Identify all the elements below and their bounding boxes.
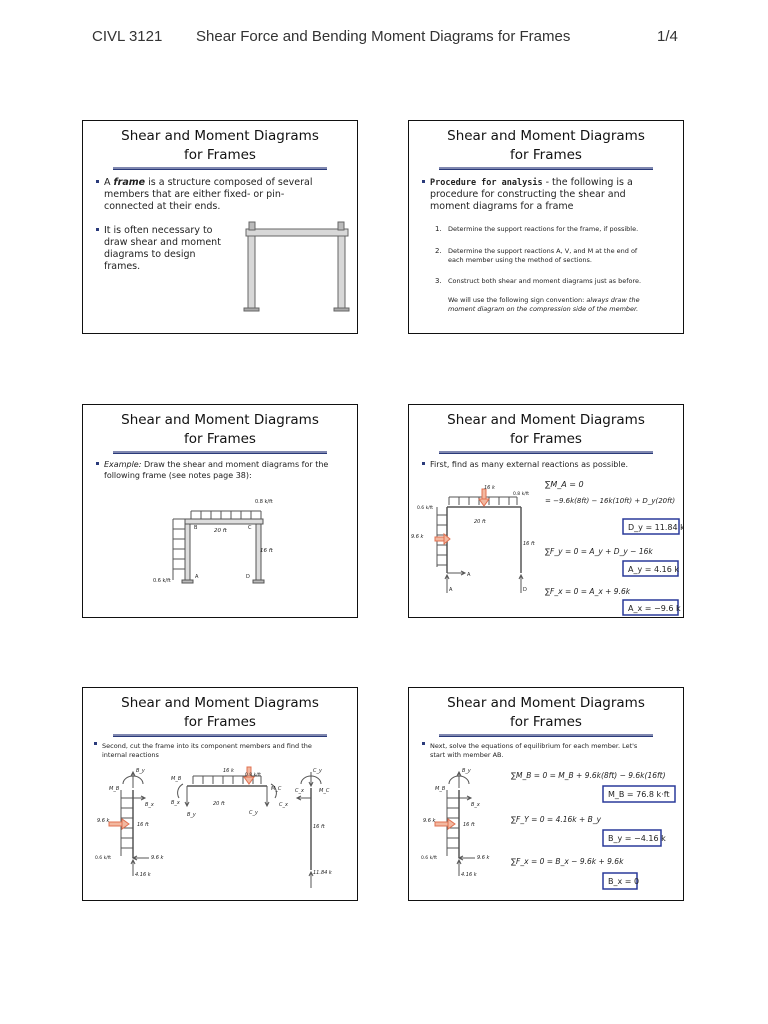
step-1: Determine the support reactions for the frame, if possible.	[448, 225, 639, 233]
ab-ax: 9.6 k	[477, 855, 490, 861]
vertical-force-equation: ∑F_y = 0 = A_y + D_y − 16k	[545, 547, 653, 556]
load-arrow-ab	[109, 822, 122, 826]
bullet-marker	[422, 462, 425, 465]
node-c: C	[248, 525, 252, 531]
height-label: 16 ft	[523, 541, 535, 547]
ab-side-load: 0.6 k/ft	[421, 856, 437, 861]
bullet-marker	[96, 228, 99, 231]
ab-height: 16 ft	[137, 822, 149, 828]
ab-bx: B_x	[471, 802, 480, 808]
span-label: 20 ft	[474, 519, 486, 525]
page-heading: Shear Force and Bending Moment Diagrams for Frames	[196, 28, 571, 45]
slide-title: Shear and Moment Diagrams for Frames	[447, 412, 645, 447]
slide-4	[408, 404, 684, 618]
result-ax: A_x = −9.6 k	[628, 604, 681, 613]
ab-by: B_y	[462, 768, 471, 774]
slide-title: Shear and Moment Diagrams for Frames	[447, 695, 645, 730]
ab-ay: 4.16 k	[135, 872, 151, 878]
moment-equation-ab: ∑M_B = 0 = M_B + 9.6k(8ft) − 9.6k(16ft)	[511, 771, 666, 780]
cd-dy: 11.84 k	[313, 870, 332, 876]
top-load-label: 0.8 k/ft	[513, 492, 529, 497]
sign-convention-line-2: moment diagram on the compression side of the member.	[448, 305, 639, 313]
ab-load: 9.6 k	[423, 818, 436, 824]
bc-cx: C_x	[279, 802, 288, 808]
slide-3-content	[83, 405, 358, 618]
top-load-label: 0.8 k/ft	[255, 499, 273, 505]
example-frame-diagram	[173, 511, 264, 583]
bc-span: 20 ft	[213, 801, 225, 807]
example-line-1: Example: Draw the shear and moment diagrams for the	[104, 460, 329, 469]
moment-equation: ∑M_A = 0	[545, 480, 584, 489]
step-2-line-2: each member using the method of sections.	[448, 256, 592, 264]
point-load-16k: 16 k	[484, 485, 495, 491]
cd-cy: C_y	[313, 768, 322, 774]
reactions-intro: First, find as many external reactions as possible.	[430, 460, 629, 469]
bullet-marker	[96, 462, 99, 465]
span-label: 20 ft	[214, 528, 227, 534]
ab-height: 16 ft	[463, 822, 475, 828]
vertical-force-equation-ab: ∑F_Y = 0 = 4.16k + B_y	[511, 815, 602, 824]
result-mb: M_B = 76.8 k·ft	[608, 790, 670, 799]
cd-mc: M_C	[319, 788, 330, 794]
bc-by: B_y	[187, 812, 196, 818]
ab-ax: 9.6 k	[151, 855, 164, 861]
height-label: 16 ft	[260, 548, 273, 554]
cd-height: 16 ft	[313, 824, 325, 830]
ab-mb: M_B	[109, 786, 120, 792]
point-load-9.6k: 9.6 k	[411, 534, 424, 540]
bc-load: 0.8 k/ft	[245, 773, 261, 778]
ab-load: 9.6 k	[97, 818, 110, 824]
bullet-marker	[94, 742, 97, 745]
slide-2	[408, 120, 684, 334]
design-note-line-2: draw shear and moment	[104, 237, 221, 248]
result-bx: B_x = 0	[608, 877, 640, 886]
moment-equation-expansion: = −9.6k(8ft) − 16k(10ft) + D_y(20ft)	[545, 497, 676, 505]
ab-mb: M_B	[435, 786, 446, 792]
node-b: B	[194, 525, 198, 531]
bc-p16: 16 k	[223, 768, 234, 774]
slide-title: Shear and Moment Diagrams for Frames	[121, 695, 319, 730]
step-number-1: 1.	[435, 225, 442, 233]
ab-by: B_y	[136, 768, 145, 774]
step-number-2: 2.	[435, 247, 442, 255]
node-d: D	[246, 574, 250, 580]
design-note-line-1: It is often necessary to	[104, 225, 213, 236]
slide-2-content	[409, 121, 684, 334]
equilibrium-intro-line-2: start with member AB.	[430, 751, 504, 759]
slide-5	[82, 687, 358, 901]
equilibrium-intro-line-1: Next, solve the equations of equilibrium for each member. Let's	[430, 742, 638, 750]
bc-cy: C_y	[249, 810, 258, 816]
design-note-line-4: frames.	[104, 261, 141, 272]
result-dy: D_y = 11.84 k	[628, 523, 685, 532]
horizontal-force-equation: ∑F_x = 0 = A_x + 9.6k	[545, 587, 631, 596]
slide-6-content	[409, 688, 684, 901]
frame-definition-line-2: members that are either fixed- or pin-	[104, 189, 285, 200]
ab-ay: 4.16 k	[461, 872, 477, 878]
page-number: 1/4	[657, 28, 678, 45]
ab-bx: B_x	[145, 802, 154, 808]
slide-title: Shear and Moment Diagrams for Frames	[121, 128, 319, 163]
side-load-label: 0.6 k/ft	[417, 506, 433, 511]
slide-6	[408, 687, 684, 901]
load-arrow-ab	[435, 822, 448, 826]
step-2-line-1: Determine the support reactions A, V, and M at the end of	[448, 247, 638, 255]
step-3: Construct both shear and moment diagrams just as before.	[448, 277, 642, 285]
result-by: B_y = −4.16 k	[608, 834, 666, 843]
procedure-intro-line-1: Procedure for analysis - the following is a	[430, 177, 633, 188]
procedure-intro-line-2: procedure for constructing the shear and	[430, 189, 626, 200]
bc-bx: B_x	[171, 800, 180, 806]
cut-intro-line-1: Second, cut the frame into its component members and find the	[102, 742, 312, 750]
procedure-intro-line-3: moment diagrams for a frame	[430, 201, 574, 212]
example-line-2: following frame (see notes page 38):	[104, 471, 252, 480]
slide-3	[82, 404, 358, 618]
result-ay: A_y = 4.16 k	[628, 565, 679, 574]
reaction-dy-label: D	[523, 587, 527, 593]
frame-definition-line-3: connected at their ends.	[104, 201, 221, 212]
course-code: CIVL 3121	[92, 28, 163, 45]
step-number-3: 3.	[435, 277, 442, 285]
node-a: A	[195, 574, 199, 580]
bullet-marker	[422, 742, 425, 745]
horizontal-force-equation-ab: ∑F_x = 0 = B_x − 9.6k + 9.6k	[511, 857, 624, 866]
cut-intro-line-2: internal reactions	[102, 751, 159, 759]
sign-convention-line-1: We will use the following sign convention: always draw the	[448, 296, 640, 304]
bullet-marker	[422, 180, 425, 183]
frame-illustration	[244, 222, 349, 311]
reaction-ay-label: A	[449, 587, 453, 593]
slide-5-content	[83, 688, 358, 901]
member-bc-fbd	[178, 776, 277, 806]
slide-1-content	[83, 121, 358, 334]
slide-1	[82, 120, 358, 334]
bc-mc: M_C	[271, 786, 282, 792]
side-load-label: 0.6 k/ft	[153, 578, 171, 584]
ab-side-load: 0.6 k/ft	[95, 856, 111, 861]
free-body-diagram	[437, 497, 523, 593]
reaction-ax-label: A	[467, 572, 471, 578]
bullet-marker	[96, 180, 99, 183]
frame-definition-line-1: A frame is a structure composed of several	[104, 177, 313, 188]
bc-mb: M_B	[171, 776, 182, 782]
design-note-line-3: diagrams to design	[104, 249, 196, 260]
slide-4-content	[409, 405, 684, 618]
slide-title: Shear and Moment Diagrams for Frames	[121, 412, 319, 447]
slide-title: Shear and Moment Diagrams for Frames	[447, 128, 645, 163]
cd-cx: C_x	[295, 788, 304, 794]
